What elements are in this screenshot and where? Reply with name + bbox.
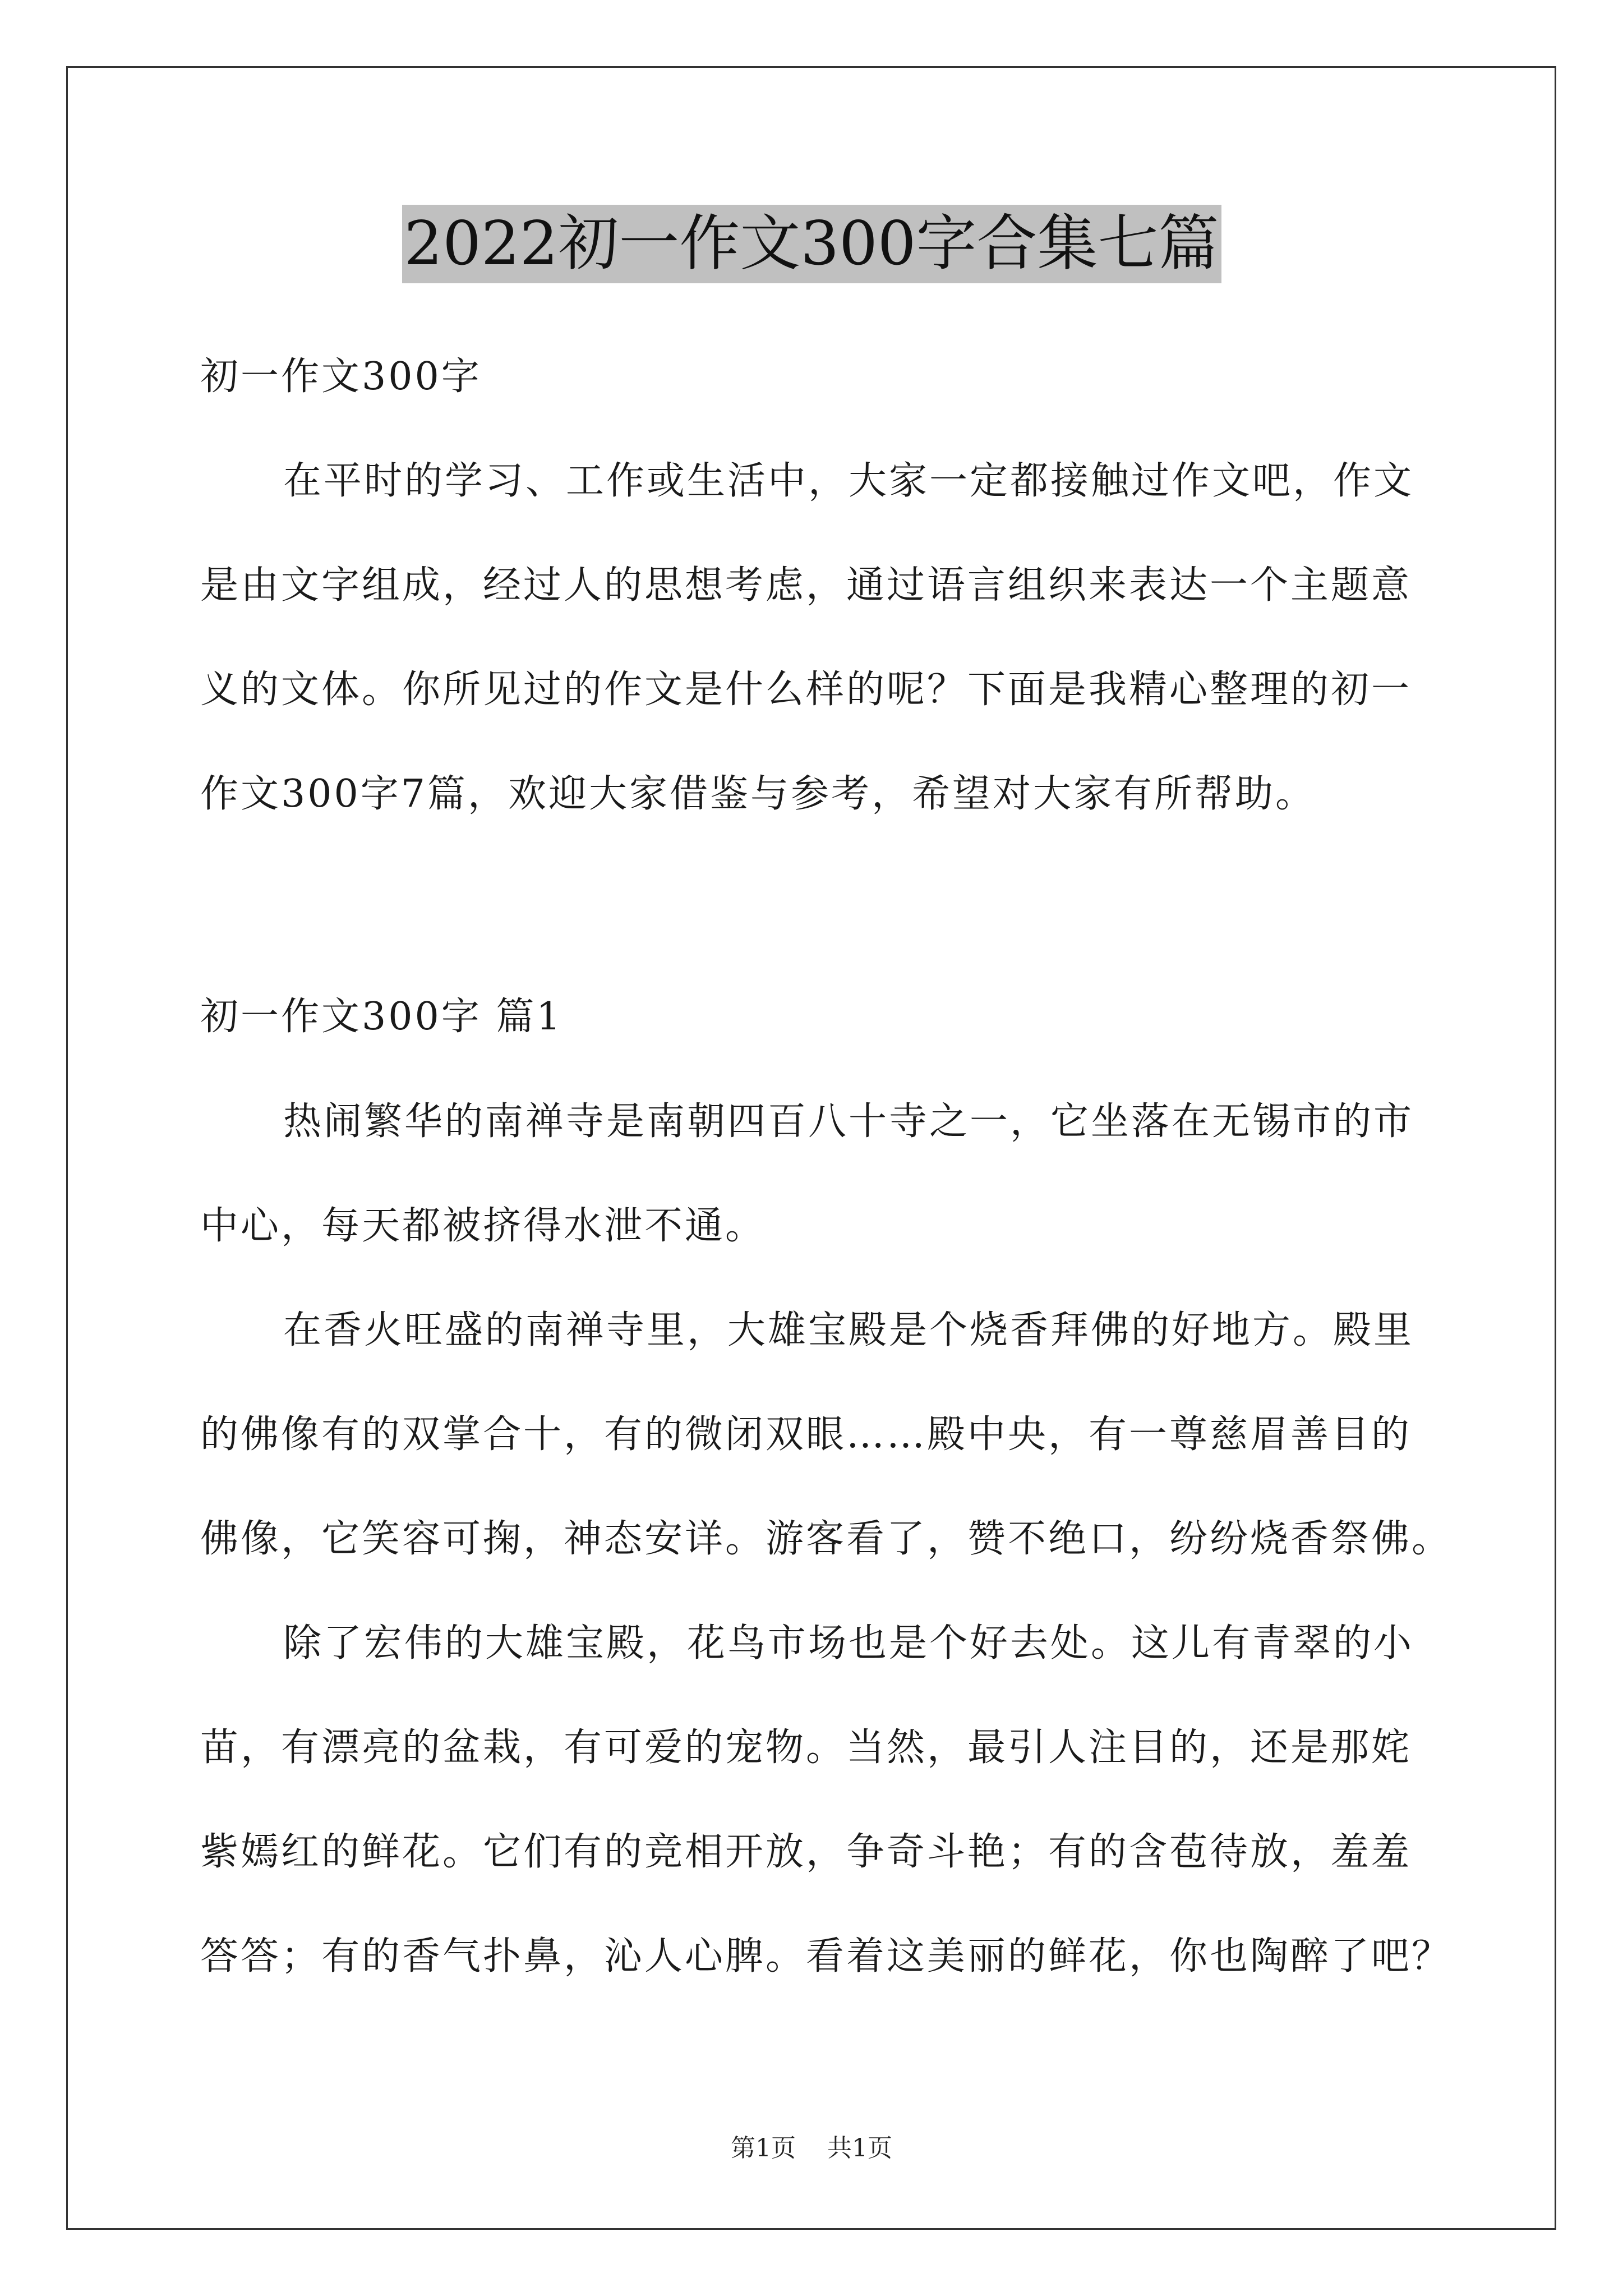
paragraph-line: 佛像，它笑容可掬，神态安详。游客看了，赞不绝口，纷纷烧香祭佛。 [200,1517,1453,1561]
intro-line: 作文300字7篇，欢迎大家借鉴与参考，希望对大家有所帮助。 [200,772,1316,816]
paragraph-line: 苗，有漂亮的盆栽，有可爱的宠物。当然，最引人注目的，还是那姹 [200,1726,1412,1770]
paragraph-line: 热闹繁华的南禅寺是南朝四百八十寺之一，它坐落在无锡市的市 [283,1099,1414,1144]
page-footer [0,2132,1623,2165]
paragraph-line: 除了宏伟的大雄宝殿，花鸟市场也是个好去处。这儿有青翠的小 [283,1621,1414,1665]
paragraph-line: 紫嫣红的鲜花。它们有的竞相开放，争奇斗艳；有的含苞待放，羞羞 [200,1830,1412,1874]
paragraph-line: 在香火旺盛的南禅寺里，大雄宝殿是个烧香拜佛的好地方。殿里 [283,1308,1414,1352]
intro-line: 义的文体。你所见过的作文是什么样的呢？下面是我精心整理的初一 [200,668,1412,712]
page-number: 第1页 [731,2134,796,2162]
paragraph-line: 中心，每天都被挤得水泄不通。 [200,1204,766,1248]
paragraph-line: 答答；有的香气扑鼻，沁人心脾。看着这美丽的鲜花，你也陶醉了吧？ [200,1934,1453,1978]
title-container [0,205,1623,283]
intro-line: 是由文字组成，经过人的思想考虑，通过语言组织来表达一个主题意 [200,563,1412,608]
document-title: 2022初一作文300字合集七篇 [402,205,1221,283]
paragraph-line: 的佛像有的双掌合十，有的微闭双眼……殿中央，有一尊慈眉善目的 [200,1412,1412,1457]
intro-line: 在平时的学习、工作或生活中，大家一定都接触过作文吧，作文 [283,459,1414,503]
page-total: 共1页 [827,2134,892,2162]
article-heading: 初一作文300字 篇1 [200,995,563,1039]
section-heading: 初一作文300字 [200,355,482,399]
